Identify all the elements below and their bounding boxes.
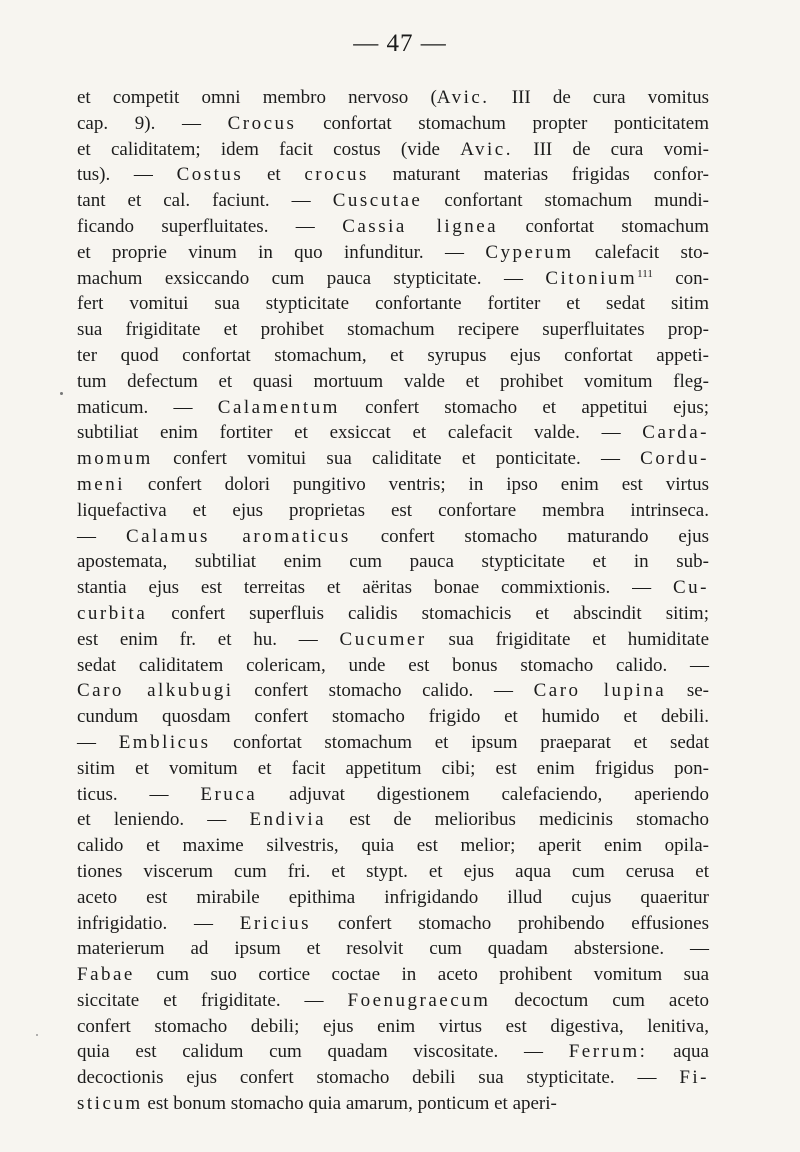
text-line xyxy=(77,498,709,524)
text-run: et leniendo. — xyxy=(77,809,250,831)
text-run: con- xyxy=(652,267,709,289)
text-line xyxy=(77,988,709,1014)
text-line xyxy=(77,730,709,756)
text-run: ticus. — xyxy=(77,783,201,805)
text-run: siccitate et frigiditate. — xyxy=(77,989,348,1011)
text-line xyxy=(77,317,709,343)
spaced-term: Endivia xyxy=(249,809,327,831)
text-run: sua frigiditate et humiditate xyxy=(426,628,709,650)
text-run: confert stomacho maturando ejus xyxy=(350,525,709,547)
spaced-term: Eruca xyxy=(200,783,258,805)
text-run: machum exsiccando cum pauca stypticitate. — xyxy=(77,267,546,289)
text-line xyxy=(77,756,709,782)
spaced-term: Citonium xyxy=(545,267,638,289)
spaced-term: crocus xyxy=(304,164,369,186)
text-line xyxy=(77,936,709,962)
spaced-term: Avic. xyxy=(460,138,513,160)
spaced-term: Calamentum xyxy=(217,396,340,418)
spaced-term: momum xyxy=(77,448,153,470)
spaced-term: Caro alkubugi xyxy=(77,680,234,702)
text-line xyxy=(77,782,709,808)
text-line xyxy=(77,137,709,163)
spaced-term: Fabae xyxy=(77,964,135,986)
text-line xyxy=(77,343,709,369)
text-run: confert stomacho et appetitui ejus; xyxy=(339,396,709,418)
spaced-term: Foenugraecum xyxy=(347,989,491,1011)
text-line xyxy=(77,1039,709,1065)
ink-speck xyxy=(60,392,63,395)
text-line xyxy=(77,549,709,575)
text-line xyxy=(77,369,709,395)
spaced-term: Cordu- xyxy=(640,448,709,470)
text-line xyxy=(77,291,709,317)
text-run: est de melioribus medicinis stomacho xyxy=(326,809,709,831)
text-run: infrigidatio. — xyxy=(77,912,240,934)
text-line xyxy=(77,266,709,292)
spaced-term: Ericius xyxy=(239,912,312,934)
spaced-term: Costus xyxy=(176,164,244,186)
text-run: ter quod confortat stomachum, et syrupus ejus confortat appeti- xyxy=(77,344,709,366)
spaced-term: Avic. xyxy=(436,87,490,108)
footnote-marker: 111 xyxy=(637,267,653,280)
text-run: cum suo cortice coctae in aceto prohibent vomitum sua xyxy=(134,964,709,986)
text-run: et proprie vinum in quo infunditur. — xyxy=(77,241,486,263)
text-line xyxy=(77,653,709,679)
text-line xyxy=(77,420,709,446)
text-run: maturant materias frigidas confor- xyxy=(368,164,710,186)
text-run: apostemata, subtiliat enim cum pauca stypticitate et in sub- xyxy=(77,551,709,573)
spaced-term: Cucumer xyxy=(339,628,427,650)
text-line xyxy=(77,575,709,601)
text-run: confortat stomachum et ipsum praeparat et sedat xyxy=(210,731,709,753)
text-run: ficando superfluitates. — xyxy=(77,215,343,237)
text-run: confortat stomachum propter ponticitatem xyxy=(296,112,709,134)
page-number: — 47 — xyxy=(353,30,447,57)
text-run: tant et cal. faciunt. — xyxy=(77,190,333,212)
text-line xyxy=(77,395,709,421)
text-run: quia est calidum cum quadam viscositate. — xyxy=(77,1041,569,1063)
text-run: cundum quosdam confert stomacho frigido et humido et debili. xyxy=(77,706,709,728)
text-run: confert dolori pungitivo ventris; in ipso enim est virtus xyxy=(125,473,709,495)
text-run: tiones viscerum cum fri. et stypt. et ejus aqua cum cerusa et xyxy=(77,860,709,882)
text-run: est bonum stomacho quia amarum, ponticum et aperi- xyxy=(142,1093,557,1115)
text-run: materierum ad ipsum et resolvit cum quadam abstersione. — xyxy=(77,938,709,960)
text-run: — xyxy=(77,525,126,547)
text-line xyxy=(77,472,709,498)
text-run: tus). — xyxy=(77,164,177,186)
text-line xyxy=(77,833,709,859)
text-line xyxy=(77,85,709,111)
text-run: sitim et vomitum et facit appetitum cibi; est enim frigidus pon- xyxy=(77,757,709,779)
text-line xyxy=(77,214,709,240)
text-line xyxy=(77,601,709,627)
text-run: se- xyxy=(666,680,709,702)
ink-speck xyxy=(36,1034,38,1036)
spaced-term: Emblicus xyxy=(118,731,211,753)
text-run: confert stomacho prohibendo effusiones xyxy=(311,912,709,934)
text-run: subtiliat enim fortiter et exsiccat et calefacit valde. — xyxy=(77,422,643,444)
text-run: sedat caliditatem colericam, unde est bonus stomacho calido. — xyxy=(77,654,709,676)
text-run: III de cura vomitus xyxy=(489,87,709,108)
text-line xyxy=(77,911,709,937)
text-run: cap. 9). — xyxy=(77,112,228,134)
text-run: maticum. — xyxy=(77,396,218,418)
spaced-term: curbita xyxy=(77,602,148,624)
text-run: decoctionis ejus confert stomacho debili sua stypticitate. — xyxy=(77,1067,680,1089)
text-run: confortant stomachum mundi- xyxy=(422,190,709,212)
text-line xyxy=(77,240,709,266)
spaced-term: Cuscutae xyxy=(332,190,423,212)
text-run: — xyxy=(77,731,119,753)
text-line xyxy=(77,1014,709,1040)
text-line xyxy=(77,111,709,137)
text-run: calefacit sto- xyxy=(573,241,709,263)
text-run: confert stomacho calido. — xyxy=(233,680,534,702)
text-line xyxy=(77,859,709,885)
text-run: et xyxy=(243,164,305,186)
text-run: adjuvat digestionem calefaciendo, aperiendo xyxy=(257,783,709,805)
text-run: fert vomitui sua stypticitate confortante fortiter et sedat sitim xyxy=(77,293,709,315)
text-line xyxy=(77,162,709,188)
text-line xyxy=(77,885,709,911)
text-run: et competit omni membro nervoso ( xyxy=(77,87,437,108)
text-line xyxy=(77,627,709,653)
text-run: aqua xyxy=(647,1041,709,1063)
spaced-term: Cu- xyxy=(673,577,709,599)
text-run: et caliditatem; idem facit costus (vide xyxy=(77,138,461,160)
text-run: stantia ejus est terreitas et aëritas bonae commixtionis. — xyxy=(77,577,673,599)
spaced-term: sticum xyxy=(77,1093,143,1115)
text-run: est enim fr. et hu. — xyxy=(77,628,340,650)
text-run: tum defectum et quasi mortuum valde et prohibet vomitum fleg- xyxy=(77,370,709,392)
spaced-term: Crocus xyxy=(227,112,297,134)
text-line xyxy=(77,188,709,214)
text-line xyxy=(77,807,709,833)
spaced-term: Fi- xyxy=(679,1067,709,1089)
text-run: III de cura vomi- xyxy=(512,138,709,160)
text-line xyxy=(77,1091,709,1117)
spaced-term: Cassia lignea xyxy=(342,215,499,237)
text-run: confert superfluis calidis stomachicis et abscindit sitim; xyxy=(147,602,709,624)
text-run: decoctum cum aceto xyxy=(490,989,709,1011)
text-run: liquefactiva et ejus proprietas est confortare membra intrinseca. xyxy=(77,499,709,521)
text-line xyxy=(77,962,709,988)
spaced-term: meni xyxy=(77,473,125,495)
spaced-term: Carda- xyxy=(642,422,709,444)
body-text xyxy=(77,85,709,1117)
spaced-term: Calamus aromaticus xyxy=(125,525,351,547)
text-run: sua frigiditate et prohibet stomachum recipere superfluitates prop- xyxy=(77,319,709,341)
text-run: aceto est mirabile epithima infrigidando illud cujus quaeritur xyxy=(77,886,709,908)
text-line xyxy=(77,1065,709,1091)
text-line xyxy=(77,446,709,472)
text-run: calido et maxime silvestris, quia est melior; aperit enim opila- xyxy=(77,835,709,857)
text-line xyxy=(77,704,709,730)
spaced-term: Caro lupina xyxy=(533,680,667,702)
text-run: confert stomacho debili; ejus enim virtus est digestiva, lenitiva, xyxy=(77,1015,709,1037)
text-line xyxy=(77,524,709,550)
spaced-term: Ferrum: xyxy=(568,1041,648,1063)
spaced-term: Cyperum xyxy=(485,241,574,263)
text-run: confortat stomachum xyxy=(498,215,709,237)
text-run: confert vomitui sua caliditate et ponticitate. — xyxy=(152,448,641,470)
text-line xyxy=(77,678,709,704)
